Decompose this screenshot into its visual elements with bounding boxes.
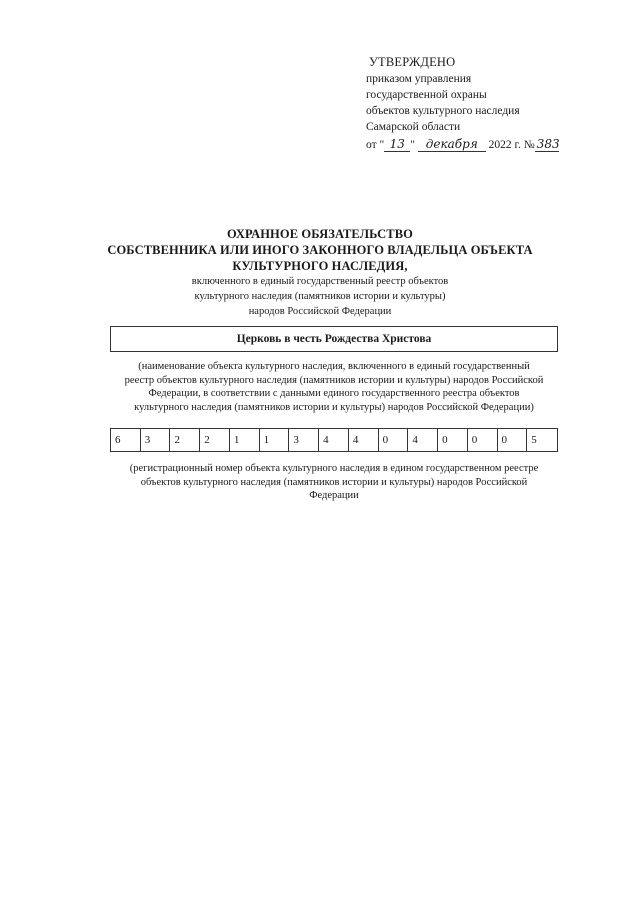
subtitle-line: народов Российской Федерации — [248, 306, 392, 317]
registration-number-grid — [110, 428, 558, 452]
order-date-line — [366, 137, 606, 153]
registration-number-caption — [108, 462, 560, 503]
reg-digit-cell: 0 — [438, 429, 468, 451]
object-name-caption — [108, 360, 560, 414]
document-title — [100, 226, 540, 319]
caption-line: культурного наследия (памятников истории и культуры) народов Российской Федерации) — [134, 401, 534, 413]
object-name-box — [110, 326, 558, 352]
approval-stamp — [366, 54, 606, 153]
approval-line: Самарской области — [366, 121, 461, 133]
order-month: декабря — [418, 137, 486, 152]
order-prefix: от " — [366, 139, 385, 151]
reg-digit-cell: 5 — [531, 434, 537, 446]
reg-digit-cell: 0 — [498, 429, 528, 451]
caption-line: объектов культурного наследия (памятников истории и культуры) народов Российской — [140, 476, 528, 488]
order-number: 383 — [536, 137, 560, 151]
caption-line: (наименование объекта культурного наследия, включенного в единый государственный — [138, 361, 530, 372]
reg-digit-cell: 3 — [289, 429, 319, 451]
title-line: СОБСТВЕННИКА ИЛИ ИНОГО ЗАКОННОГО ВЛАДЕЛЬЦА ОБЪЕКТА — [107, 243, 533, 257]
caption-line: реестр объектов культурного наследия (памятников истории и культуры) народов Российской — [124, 374, 544, 386]
approval-line: государственной охраны — [366, 89, 487, 101]
title-line: КУЛЬТУРНОГО НАСЛЕДИЯ, — [232, 259, 408, 273]
reg-digit-cell: 1 — [230, 429, 260, 451]
caption-line: (регистрационный номер объекта культурного наследия в едином государственном реестре — [129, 463, 539, 474]
reg-digit-cell: 1 — [260, 429, 290, 451]
reg-digit-cell: 2 — [200, 429, 230, 451]
approval-line: объектов культурного наследия — [366, 105, 520, 117]
reg-digit-cell: 4 — [349, 429, 379, 451]
reg-digit-cell: 0 — [468, 429, 498, 451]
subtitle-line: включенного в единый государственный реестр объектов — [191, 276, 449, 287]
order-year: 2022 г. № — [488, 139, 535, 151]
order-day: 13 — [384, 137, 410, 152]
reg-digit-cell: 0 — [379, 429, 409, 451]
approval-heading: УТВЕРЖДЕНО — [369, 55, 456, 69]
reg-digit-cell: 4 — [408, 429, 438, 451]
approval-line: приказом управления — [366, 73, 472, 85]
reg-digit-cell: 4 — [319, 429, 349, 451]
reg-digit-cell: 2 — [170, 429, 200, 451]
reg-digit-cell: 6 — [111, 429, 141, 451]
reg-digit-cell: 3 — [141, 429, 171, 451]
subtitle-line: культурного наследия (памятников истории и культуры) — [194, 291, 446, 302]
order-quote-close: " — [410, 139, 415, 151]
object-name: Церковь в честь Рождества Христова — [236, 333, 432, 345]
caption-line: Федерации, в соответствии с данными единого государственного реестра объектов — [148, 388, 520, 399]
caption-line: Федерации — [309, 490, 359, 501]
title-line: ОХРАННОЕ ОБЯЗАТЕЛЬСТВО — [227, 227, 413, 241]
